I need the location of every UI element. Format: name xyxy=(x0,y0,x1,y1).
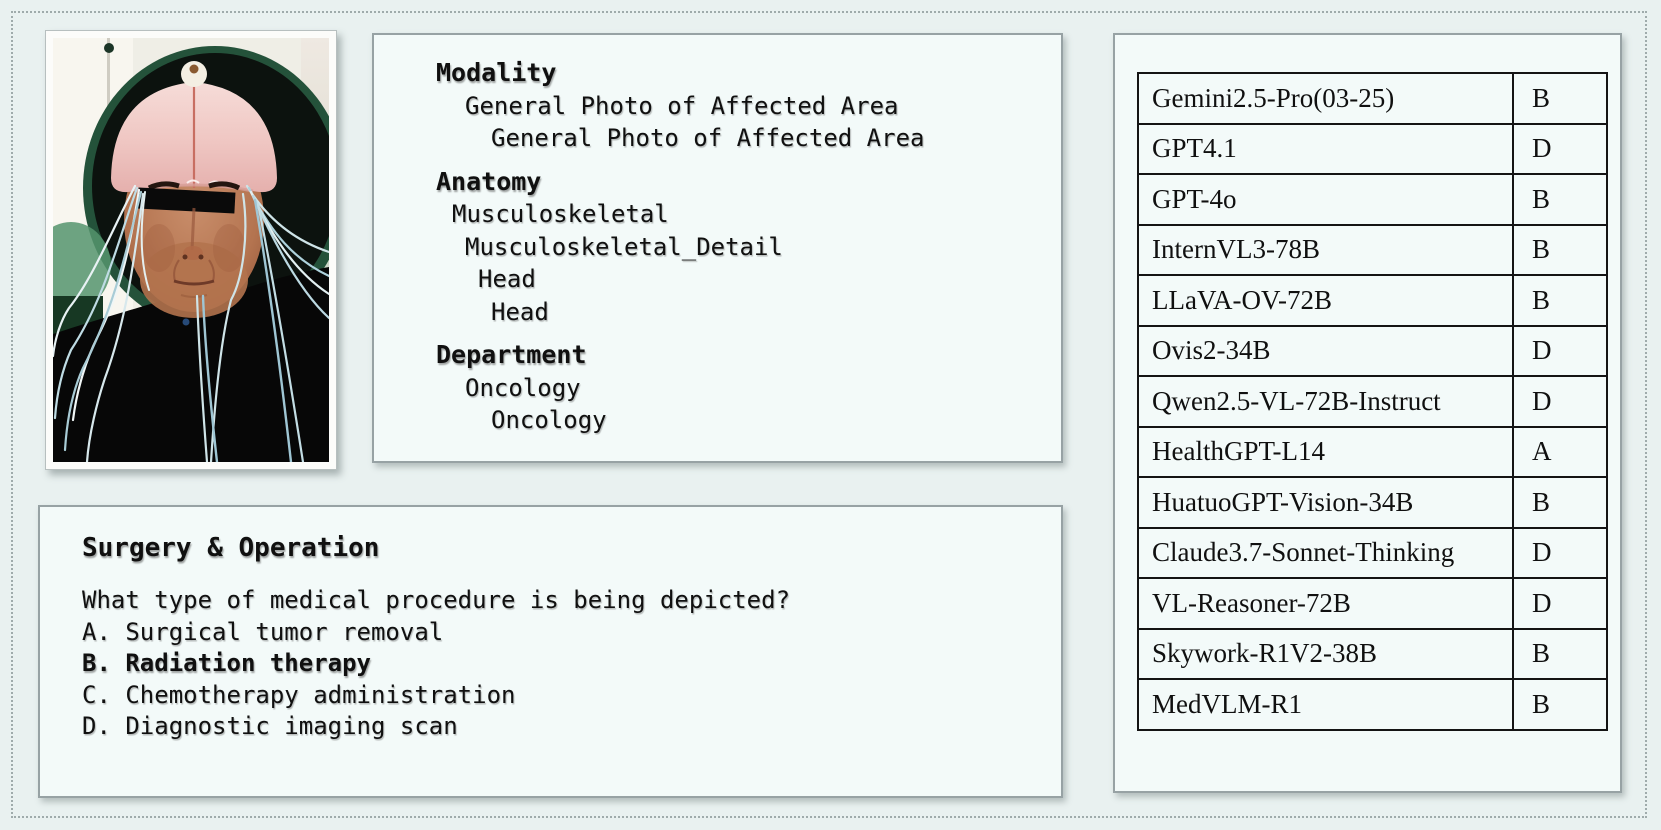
collar-button xyxy=(183,319,190,326)
model-name-cell: HuatuoGPT-Vision-34B xyxy=(1138,477,1513,528)
table-row xyxy=(1138,477,1607,528)
cheek-shade-left xyxy=(143,224,175,272)
table-row xyxy=(1138,225,1607,276)
model-answer-cell: B xyxy=(1513,679,1607,730)
table-row xyxy=(1138,679,1607,730)
model-answer-cell: B xyxy=(1513,174,1607,225)
question-panel xyxy=(38,505,1063,798)
meta-value: Oncology xyxy=(491,406,607,434)
question-text: What type of medical procedure is being depicted? xyxy=(82,586,791,614)
question-block xyxy=(82,585,1041,743)
table-row xyxy=(1138,578,1607,629)
model-answer-cell: B xyxy=(1513,225,1607,276)
meta-label-department: Department xyxy=(436,340,587,369)
nostril-left xyxy=(183,255,188,260)
model-name-cell: HealthGPT-L14 xyxy=(1138,427,1513,478)
table-row xyxy=(1138,427,1607,478)
meta-value: Musculoskeletal xyxy=(452,200,669,228)
model-answer-cell: B xyxy=(1513,275,1607,326)
meta-label-anatomy: Anatomy xyxy=(436,166,542,196)
model-answer-cell: A xyxy=(1513,427,1607,478)
table-row xyxy=(1138,629,1607,680)
nose-bridge xyxy=(192,208,194,250)
meta-label-modality: Modality xyxy=(436,58,557,87)
meta-value: Head xyxy=(491,297,549,326)
model-name-cell: InternVL3-78B xyxy=(1138,225,1513,276)
option-d: D. Diagnostic imaging scan xyxy=(82,712,458,740)
model-name-cell: Gemini2.5-Pro(03-25) xyxy=(1138,73,1513,124)
model-answer-cell: D xyxy=(1513,528,1607,579)
cap-knob-center xyxy=(190,65,199,74)
question-category: Surgery & Operation xyxy=(82,533,380,563)
table-row xyxy=(1138,124,1607,175)
patient-photo xyxy=(53,38,329,462)
model-name-cell: GPT4.1 xyxy=(1138,124,1513,175)
table-row xyxy=(1138,73,1607,124)
metadata-panel xyxy=(372,33,1063,463)
model-name-cell: MedVLM-R1 xyxy=(1138,679,1513,730)
cheek-shade-right xyxy=(213,224,245,272)
model-answer-cell: D xyxy=(1513,376,1607,427)
model-answer-cell: B xyxy=(1513,629,1607,680)
model-answers-panel xyxy=(1113,33,1622,793)
model-answer-cell: B xyxy=(1513,477,1607,528)
model-answer-cell: D xyxy=(1513,326,1607,377)
patient-photo-frame xyxy=(45,30,337,470)
model-answer-cell: D xyxy=(1513,578,1607,629)
table-row xyxy=(1138,174,1607,225)
model-answer-cell: B xyxy=(1513,73,1607,124)
model-name-cell: Skywork-R1V2-38B xyxy=(1138,629,1513,680)
model-name-cell: Claude3.7-Sonnet-Thinking xyxy=(1138,528,1513,579)
model-name-cell: GPT-4o xyxy=(1138,174,1513,225)
model-name-cell: VL-Reasoner-72B xyxy=(1138,578,1513,629)
meta-value: Musculoskeletal_Detail xyxy=(465,232,783,261)
wall-dark-spot xyxy=(104,43,114,53)
model-name-cell: LLaVA-OV-72B xyxy=(1138,275,1513,326)
table-row xyxy=(1138,326,1607,377)
table-row xyxy=(1138,275,1607,326)
option-b-correct: B. Radiation therapy xyxy=(82,649,371,677)
table-row xyxy=(1138,376,1607,427)
nostril-right xyxy=(199,255,204,260)
meta-value: General Photo of Affected Area xyxy=(465,91,899,120)
option-c: C. Chemotherapy administration xyxy=(82,680,516,709)
option-a: A. Surgical tumor removal xyxy=(82,617,444,646)
meta-value: Head xyxy=(478,265,536,293)
meta-value: Oncology xyxy=(465,373,581,402)
model-answer-cell: D xyxy=(1513,124,1607,175)
table-row xyxy=(1138,528,1607,579)
meta-value: General Photo of Affected Area xyxy=(491,124,925,152)
model-name-cell: Ovis2-34B xyxy=(1138,326,1513,377)
model-answers-table xyxy=(1137,72,1608,731)
model-name-cell: Qwen2.5-VL-72B-Instruct xyxy=(1138,376,1513,427)
